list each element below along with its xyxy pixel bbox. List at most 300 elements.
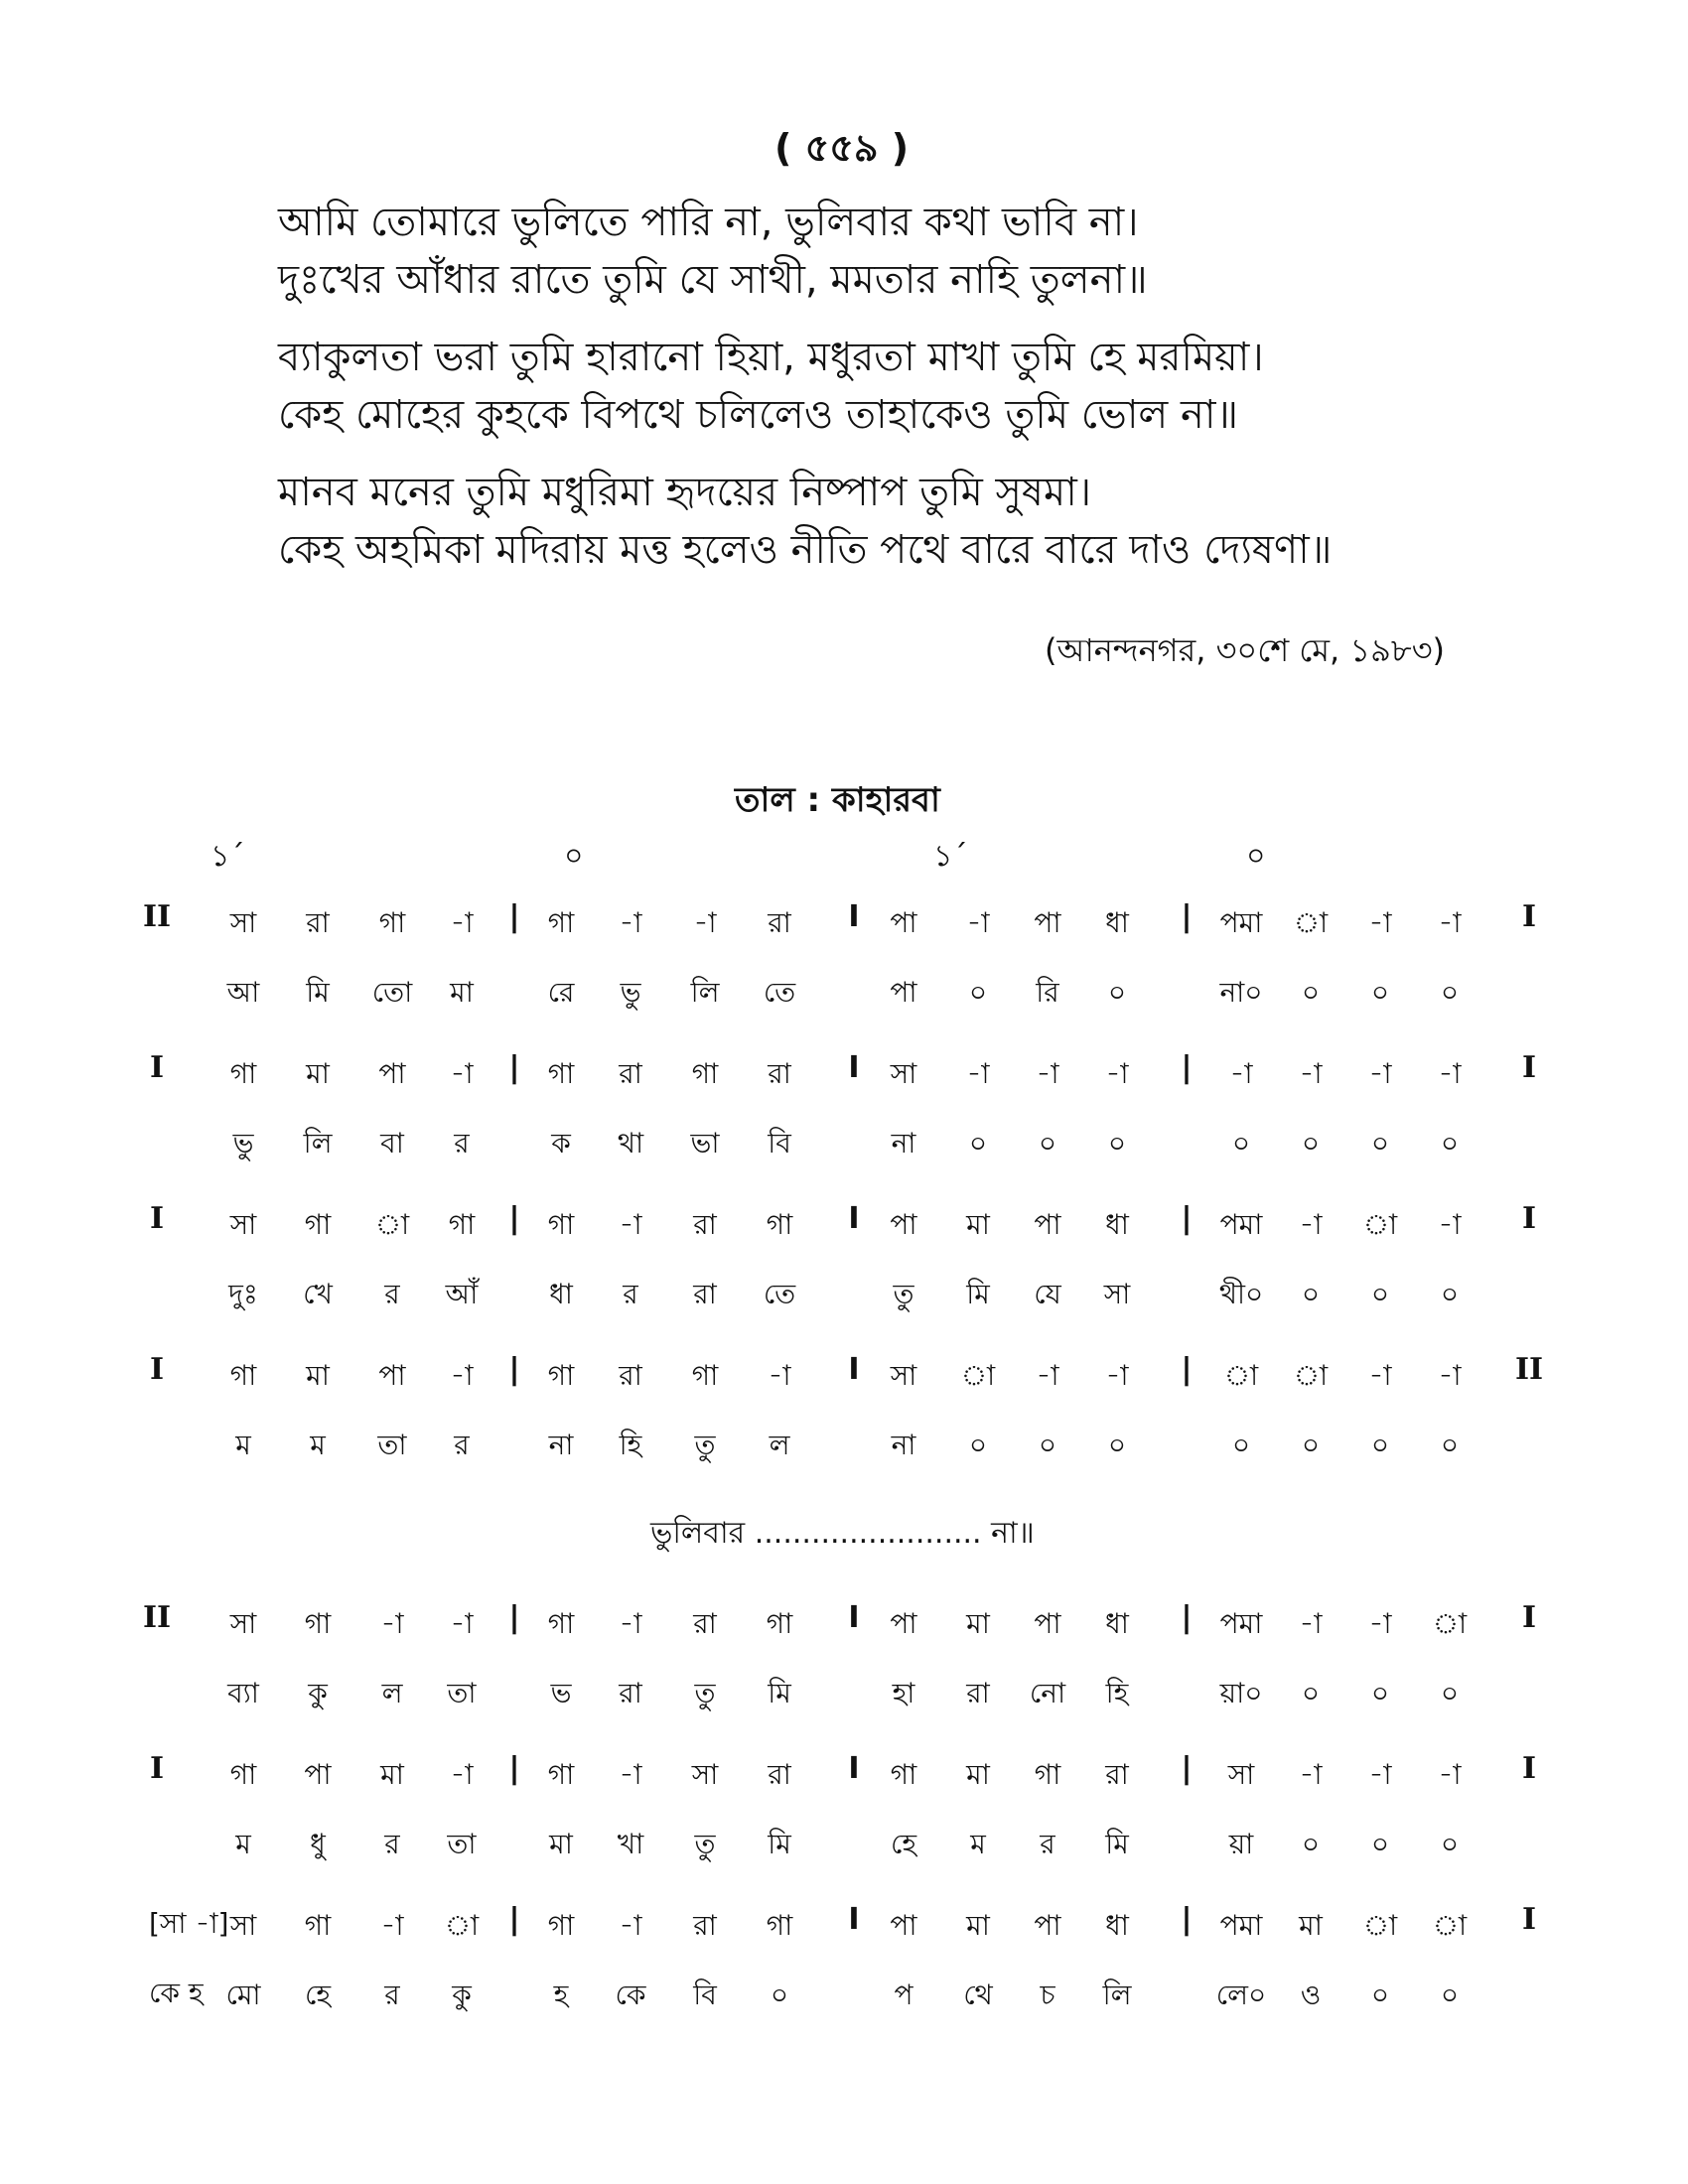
syllable: বি [693, 1979, 717, 2011]
syllable: খা [617, 1828, 644, 1860]
syllable: ০ [968, 1127, 988, 1160]
swara-note: গা [766, 1607, 793, 1640]
swara-note: -া [768, 1359, 791, 1392]
swara-note: া [960, 1359, 996, 1392]
page-number: ( ৫৫৯ ) [774, 126, 910, 170]
swara-note: -া [1368, 1057, 1392, 1090]
swara-note: -া [619, 1758, 642, 1791]
swara-note: -া [966, 906, 990, 939]
swara-note: ধা [1105, 906, 1129, 939]
syllable: ০ [1440, 1677, 1460, 1709]
swara-note: ধা [1105, 1909, 1129, 1942]
swara-note: া [1362, 1909, 1398, 1942]
swara-note: সা [229, 1909, 257, 1942]
line-start-mark: II [142, 899, 172, 934]
swara-note: গা [378, 906, 406, 939]
line-start-mark: I [149, 1050, 165, 1085]
lyric-line: কেহ মোহের কুহকে বিপথে চলিলেও তাহাকেও তুমি ভোল না॥ [278, 392, 1239, 438]
syllable: রে [547, 976, 575, 1009]
swara-note: পা [890, 906, 917, 939]
swara-row [0, 1745, 1688, 1815]
swara-note: পমা [1219, 1208, 1263, 1241]
syllable: র [1040, 1828, 1055, 1860]
swara-note: গা [304, 1607, 332, 1640]
swara-note: রা [619, 1057, 642, 1090]
swara-note: মা [966, 1607, 990, 1640]
syllable: ০ [1370, 1429, 1390, 1461]
swara-note: গা [304, 1208, 332, 1241]
swara-note: -া [450, 1359, 474, 1392]
syllable: ০ [1107, 1127, 1127, 1160]
half-bar-divider: I [848, 1352, 860, 1387]
syllable: ধু [310, 1828, 326, 1860]
swara-note: -া [966, 1057, 990, 1090]
swara-note: া [374, 1208, 410, 1241]
syllable-row [0, 1815, 1688, 1886]
swara-note: পা [378, 1359, 406, 1392]
swara-note: া [1293, 1359, 1329, 1392]
bar-divider: | [1181, 1201, 1193, 1236]
swara-note: গা [1034, 1758, 1061, 1791]
syllable: হে [304, 1979, 332, 2011]
syllable: র [623, 1278, 638, 1310]
swara-note: -া [1299, 1057, 1323, 1090]
swara-note: পা [304, 1758, 332, 1791]
syllable: আঁ [445, 1278, 479, 1310]
syllable: ধা [549, 1278, 573, 1310]
syllable: ব্যা [227, 1677, 259, 1709]
syllable: যে [1034, 1278, 1061, 1310]
notation-block [0, 893, 1688, 1034]
syllable: ভ [550, 1677, 572, 1709]
syllable: কে [615, 1979, 646, 2011]
stanza-1 [278, 194, 1470, 309]
syllable: লি [303, 1127, 333, 1160]
syllable: দুঃ [228, 1278, 258, 1310]
syllable: তে [763, 976, 796, 1009]
swara-note: পমা [1219, 1909, 1263, 1942]
beat-mark: ০ [564, 839, 584, 874]
line-start-mark: [সা -া] [149, 1907, 229, 1940]
syllable: ০ [1440, 1278, 1460, 1310]
half-bar-divider: I [848, 1902, 860, 1937]
stanza-2 [278, 329, 1470, 444]
swara-note: -া [380, 1607, 404, 1640]
syllable: ভু [620, 976, 641, 1009]
syllable-row [0, 1664, 1688, 1735]
syllable: ম [310, 1429, 326, 1461]
swara-note: মা [380, 1758, 404, 1791]
bar-divider: | [508, 1600, 520, 1635]
swara-note: মা [966, 1758, 990, 1791]
syllable: নো [1029, 1677, 1066, 1709]
beat-mark: ০ [1246, 839, 1266, 874]
line-end-mark: II [1514, 1352, 1544, 1387]
syllable: লি [690, 976, 720, 1009]
swara-note: -া [1438, 1758, 1462, 1791]
syllable: মো [225, 1979, 261, 2011]
syllable: না [891, 1127, 916, 1160]
syllable: র [384, 1828, 400, 1860]
song-lyrics [278, 194, 1470, 599]
syllable: ০ [1301, 1677, 1321, 1709]
swara-note: গা [547, 1607, 575, 1640]
swara-note: গা [229, 1359, 257, 1392]
syllable: ম [235, 1429, 251, 1461]
syllable: ০ [1370, 1677, 1390, 1709]
syllable: র [384, 1278, 400, 1310]
syllable: হি [619, 1429, 642, 1461]
swara-note: -া [1368, 1758, 1392, 1791]
swara-note: -া [1105, 1359, 1129, 1392]
swara-note: রা [693, 1607, 717, 1640]
notation-block [0, 1896, 1688, 2037]
swara-note: -া [450, 1057, 474, 1090]
syllable: ও [1300, 1979, 1322, 2011]
swara-note: সা [229, 906, 257, 939]
refrain-line: ভুলিবার ........................ না॥ [650, 1516, 1035, 1551]
swara-note: সা [890, 1359, 917, 1392]
swara-row [0, 1896, 1688, 1966]
swara-row [0, 1195, 1688, 1265]
bar-divider: | [1181, 1600, 1193, 1635]
lyric-line: কেহ অহমিকা মদিরায় মত্ত হলেও নীতি পথে বারে বারে দাও দ্যেষণা॥ [278, 527, 1333, 573]
notation-block [0, 1346, 1688, 1594]
swara-note: -া [450, 1758, 474, 1791]
beat-marks [0, 832, 1688, 872]
bar-divider: | [508, 899, 520, 934]
syllable: তু [893, 1278, 914, 1310]
syllable: হি [1105, 1677, 1129, 1709]
notation-block [0, 1745, 1688, 1886]
swara-note: -া [619, 906, 642, 939]
swara-note: -া [380, 1909, 404, 1942]
syllable: মা [549, 1828, 573, 1860]
swara-note: মা [966, 1208, 990, 1241]
syllable: আ [226, 976, 260, 1009]
syllable-row [0, 963, 1688, 1034]
swara-note: পমা [1219, 1607, 1263, 1640]
syllable: ০ [1301, 1127, 1321, 1160]
bar-divider: | [1181, 1352, 1193, 1387]
syllable: ম [235, 1828, 251, 1860]
swara-note: া [1293, 906, 1329, 939]
swara-note: -া [1036, 1057, 1059, 1090]
syllable: না০ [1219, 976, 1263, 1009]
swara-note: রা [768, 906, 791, 939]
swara-note: পা [1034, 1607, 1061, 1640]
syllable: থা [617, 1127, 644, 1160]
syllable: ০ [1231, 1127, 1251, 1160]
syllable: তে [763, 1278, 796, 1310]
syllable: ০ [1107, 1429, 1127, 1461]
syllable: ০ [1370, 1828, 1390, 1860]
syllable: ০ [1440, 1429, 1460, 1461]
swara-note: া [1432, 1607, 1468, 1640]
syllable: মি [1105, 1828, 1129, 1860]
syllable-row [0, 1416, 1688, 1487]
lyric-line: আমি তোমারে ভুলিতে পারি না, ভুলিবার কথা ভাবি না। [278, 200, 1139, 245]
syllable-row [0, 1114, 1688, 1185]
swara-note: মা [306, 1057, 330, 1090]
swara-note: পা [890, 1909, 917, 1942]
syllable: বি [768, 1127, 791, 1160]
bar-divider: | [1181, 899, 1193, 934]
syllable: হ [553, 1979, 569, 2011]
line-start-mark: I [149, 1751, 165, 1786]
line-end-mark: I [1521, 1050, 1537, 1085]
swara-note: -া [693, 906, 717, 939]
syllable: ভা [690, 1127, 720, 1160]
half-bar-divider: I [848, 1600, 860, 1635]
swara-note: সা [1227, 1758, 1255, 1791]
syllable: মি [966, 1278, 990, 1310]
syllable: ম [970, 1828, 986, 1860]
composition-date-note: (আনন্দনগর, ৩০শে মে, ১৯৮৩) [1045, 631, 1445, 669]
swara-note: -া [1299, 1607, 1323, 1640]
swara-note: া [444, 1909, 480, 1942]
syllable: না [891, 1429, 916, 1461]
lyric-line: দুঃখের আঁধার রাতে তুমি যে সাথী, মমতার নাহি তুলনা॥ [278, 257, 1148, 303]
bar-divider: | [508, 1050, 520, 1085]
syllable: ০ [1301, 976, 1321, 1009]
syllable: রি [1036, 976, 1059, 1009]
swara-note: া [1223, 1359, 1259, 1392]
swara-note: গা [229, 1057, 257, 1090]
syllable: ক [551, 1127, 571, 1160]
syllable: মা [450, 976, 474, 1009]
swara-note: -া [1299, 1758, 1323, 1791]
syllable: য়া [1228, 1828, 1254, 1860]
half-bar-divider: I [848, 1050, 860, 1085]
syllable: ০ [1301, 1429, 1321, 1461]
swara-note: রা [768, 1758, 791, 1791]
swara-note: সা [890, 1057, 917, 1090]
swara-note: সা [229, 1208, 257, 1241]
swara-note: গা [547, 1758, 575, 1791]
tal-heading: তাল : কাহারবা [735, 780, 940, 820]
bar-divider: | [508, 1352, 520, 1387]
refrain-row [0, 1487, 1688, 1594]
swara-note: -া [619, 1909, 642, 1942]
syllable: ভু [232, 1127, 254, 1160]
syllable: ০ [1107, 976, 1127, 1009]
swara-row [0, 1346, 1688, 1416]
swara-note: -া [1036, 1359, 1059, 1392]
notation-block [0, 1044, 1688, 1185]
swara-note: -া [1105, 1057, 1129, 1090]
bar-divider: | [1181, 1902, 1193, 1937]
swara-note: মা [966, 1909, 990, 1942]
notation-block [0, 1195, 1688, 1336]
swara-note: গা [229, 1758, 257, 1791]
syllable: রা [693, 1278, 717, 1310]
swara-note: -া [450, 906, 474, 939]
syllable: তা [447, 1828, 477, 1860]
swara-note: মা [306, 1359, 330, 1392]
bar-divider: | [508, 1201, 520, 1236]
swara-note: া [1432, 1909, 1468, 1942]
syllable: ০ [770, 1979, 789, 2011]
swara-note: গা [691, 1359, 719, 1392]
syllable: ০ [1301, 1828, 1321, 1860]
swara-note: গা [547, 1208, 575, 1241]
syllable-row [0, 1265, 1688, 1336]
swara-note: -া [619, 1607, 642, 1640]
swara-note: রা [306, 906, 330, 939]
syllable: পা [890, 976, 917, 1009]
swara-note: ধা [1105, 1607, 1129, 1640]
swara-note: গা [448, 1208, 476, 1241]
beat-mark: ১´ [933, 839, 968, 874]
swara-note: গা [691, 1057, 719, 1090]
swara-note: পা [1034, 1909, 1061, 1942]
half-bar-divider: I [848, 1751, 860, 1786]
line-end-mark: I [1521, 899, 1537, 934]
syllable: মি [768, 1828, 791, 1860]
line-end-mark: I [1521, 1201, 1537, 1236]
swara-note: পা [890, 1208, 917, 1241]
syllable-lead: কে হ [149, 1977, 204, 2009]
syllable: ল [769, 1429, 790, 1461]
syllable: ০ [1440, 1127, 1460, 1160]
syllable: ০ [1231, 1429, 1251, 1461]
syllable: ০ [1038, 1127, 1057, 1160]
swara-row [0, 1044, 1688, 1114]
swara-note: -া [1368, 1607, 1392, 1640]
swara-note: -া [1368, 906, 1392, 939]
swara-note: -া [450, 1607, 474, 1640]
swara-note: গা [890, 1758, 917, 1791]
swara-note: পা [1034, 906, 1061, 939]
swara-note: পা [1034, 1208, 1061, 1241]
syllable: ০ [1440, 1828, 1460, 1860]
swara-note: া [1362, 1208, 1398, 1241]
swara-note: গা [547, 906, 575, 939]
syllable: থে [963, 1979, 993, 2011]
syllable: মি [306, 976, 330, 1009]
swara-note: গা [304, 1909, 332, 1942]
syllable: চ [1040, 1979, 1055, 2011]
swara-note: -া [1299, 1208, 1323, 1241]
line-end-mark: I [1521, 1600, 1537, 1635]
swara-note: ধা [1105, 1208, 1129, 1241]
syllable: রা [966, 1677, 990, 1709]
swara-note: পা [890, 1607, 917, 1640]
swara-row [0, 893, 1688, 963]
line-end-mark: I [1521, 1751, 1537, 1786]
swara-note: -া [1438, 1359, 1462, 1392]
syllable: ০ [968, 976, 988, 1009]
syllable: ০ [968, 1429, 988, 1461]
syllable: তো [371, 976, 413, 1009]
swara-note: -া [1368, 1359, 1392, 1392]
swara-note: গা [547, 1909, 575, 1942]
syllable: সা [1103, 1278, 1131, 1310]
syllable: য়া০ [1219, 1677, 1263, 1709]
syllable-row [0, 1966, 1688, 2037]
swara-note: মা [1299, 1909, 1323, 1942]
notation-table [0, 893, 1688, 2047]
syllable: ০ [1440, 976, 1460, 1009]
swara-note: রা [693, 1208, 717, 1241]
syllable: তা [447, 1677, 477, 1709]
swara-note: গা [766, 1909, 793, 1942]
syllable: লে০ [1215, 1979, 1267, 2011]
swara-note: পমা [1219, 906, 1263, 939]
syllable: না [548, 1429, 574, 1461]
syllable: তু [694, 1677, 716, 1709]
half-bar-divider: I [848, 1201, 860, 1236]
swara-note: সা [691, 1758, 719, 1791]
swara-note: রা [619, 1359, 642, 1392]
swara-note: -া [619, 1208, 642, 1241]
line-start-mark: II [142, 1600, 172, 1635]
stanza-3 [278, 464, 1470, 579]
syllable: হা [892, 1677, 915, 1709]
line-start-mark: I [149, 1201, 165, 1236]
syllable: কু [308, 1677, 328, 1709]
syllable: ০ [1370, 1127, 1390, 1160]
lyric-line: মানব মনের তুমি মধুরিমা হৃদয়ের নিষ্পাপ তুমি সুষমা। [278, 470, 1092, 515]
swara-note: গা [766, 1208, 793, 1241]
swara-note: -া [1438, 1057, 1462, 1090]
swara-row [0, 1594, 1688, 1664]
bar-divider: | [508, 1902, 520, 1937]
syllable: খে [303, 1278, 333, 1310]
syllable: কু [452, 1979, 472, 2011]
line-start-mark: I [149, 1352, 165, 1387]
beat-mark: ১´ [211, 839, 245, 874]
swara-note: -া [1438, 1208, 1462, 1241]
swara-note: রা [693, 1909, 717, 1942]
swara-note: -া [1229, 1057, 1253, 1090]
syllable: হে [890, 1828, 917, 1860]
syllable: ০ [1301, 1278, 1321, 1310]
syllable: র [454, 1127, 470, 1160]
syllable: তা [377, 1429, 407, 1461]
syllable: বা [380, 1127, 404, 1160]
bar-divider: | [508, 1751, 520, 1786]
syllable: ০ [1440, 1979, 1460, 2011]
syllable: ০ [1038, 1429, 1057, 1461]
swara-note: গা [547, 1359, 575, 1392]
line-end-mark: I [1521, 1902, 1537, 1937]
syllable: র [384, 1979, 400, 2011]
swara-note: -া [1438, 906, 1462, 939]
syllable: তু [694, 1429, 716, 1461]
bar-divider: | [1181, 1050, 1193, 1085]
swara-note: সা [229, 1607, 257, 1640]
syllable: র [454, 1429, 470, 1461]
syllable: লি [1102, 1979, 1132, 2011]
half-bar-divider: I [848, 899, 860, 934]
syllable: ০ [1370, 1979, 1390, 2011]
swara-note: রা [768, 1057, 791, 1090]
syllable: তু [694, 1828, 716, 1860]
syllable: ০ [1370, 1278, 1390, 1310]
syllable: প [894, 1979, 914, 2011]
lyric-line: ব্যাকুলতা ভরা তুমি হারানো হিয়া, মধুরতা মাখা তুমি হে মরমিয়া। [278, 335, 1264, 380]
syllable: ল [381, 1677, 403, 1709]
swara-note: রা [1105, 1758, 1129, 1791]
swara-note: গা [547, 1057, 575, 1090]
notation-block [0, 1594, 1688, 1735]
syllable: থী০ [1218, 1278, 1264, 1310]
syllable: মি [768, 1677, 791, 1709]
swara-note: পা [378, 1057, 406, 1090]
syllable: রা [619, 1677, 642, 1709]
